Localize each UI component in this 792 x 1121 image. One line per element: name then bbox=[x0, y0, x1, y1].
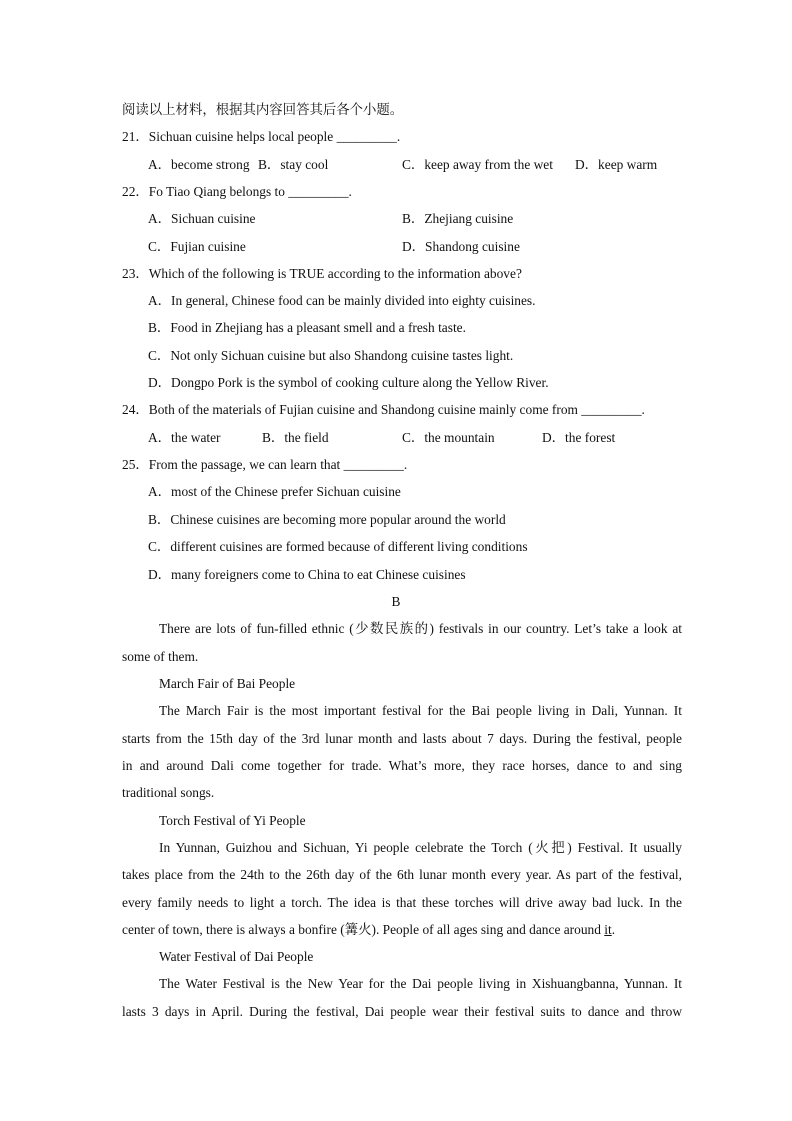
q21-option-c: C．keep away from the wet bbox=[402, 157, 553, 172]
water-line-1: The Water Festival is the New Year for the Dai people living in Xishuangbanna, Yunnan. It bbox=[159, 976, 682, 991]
instruction-text: 阅读以上材料，根据其内容回答其后各个小题。 bbox=[122, 102, 404, 117]
q22-option-d: D．Shandong cuisine bbox=[402, 239, 520, 254]
q25-option-b: B．Chinese cuisines are becoming more popular around the world bbox=[148, 512, 506, 527]
question-25-stem: 25．From the passage, we can learn that _________. bbox=[122, 457, 408, 472]
q21-option-b: B．stay cool bbox=[258, 157, 329, 172]
section-b-label: B bbox=[391, 594, 401, 609]
torch-line-3: every family needs to light a torch. The idea is that these torches will drive away bad luck. In the bbox=[122, 895, 682, 910]
q23-option-d: D．Dongpo Pork is the symbol of cooking culture along the Yellow River. bbox=[148, 375, 549, 390]
q25-option-a: A．most of the Chinese prefer Sichuan cuisine bbox=[148, 484, 401, 499]
water-line-2: lasts 3 days in April. During the festival, Dai people wear their festival suits to dance and throw bbox=[122, 1004, 682, 1019]
q25-option-d: D．many foreigners come to China to eat Chinese cuisines bbox=[148, 567, 466, 582]
q23-option-a: A．In general, Chinese food can be mainly divided into eighty cuisines. bbox=[148, 293, 536, 308]
question-23-stem: 23．Which of the following is TRUE according to the information above? bbox=[122, 266, 522, 281]
torch-line-1: In Yunnan, Guizhou and Sichuan, Yi people celebrate the Torch (火把) Festival. It usually bbox=[159, 840, 682, 855]
q24-option-a: A．the water bbox=[148, 430, 221, 445]
march-line-3: in and around Dali come together for trade. What’s more, they race horses, dance to and sing bbox=[122, 758, 682, 773]
question-24-stem: 24．Both of the materials of Fujian cuisine and Shandong cuisine mainly come from _________. bbox=[122, 402, 645, 417]
march-line-4: traditional songs. bbox=[122, 785, 215, 800]
q23-option-c: C．Not only Sichuan cuisine but also Shandong cuisine tastes light. bbox=[148, 348, 514, 363]
passage-intro-line-2: some of them. bbox=[122, 649, 199, 664]
torch-festival-heading: Torch Festival of Yi People bbox=[159, 813, 306, 828]
q23-option-b: B．Food in Zhejiang has a pleasant smell and a fresh taste. bbox=[148, 320, 466, 335]
torch-line-4 bbox=[122, 921, 615, 939]
march-line-2: starts from the 15th day of the 3rd lunar month and lasts about 7 days. During the festival, people bbox=[122, 731, 682, 746]
torch-line-2: takes place from the 24th to the 26th day of the 6th lunar month every year. As part of the festival, bbox=[122, 867, 682, 882]
water-festival-heading: Water Festival of Dai People bbox=[159, 949, 314, 964]
q21-option-a: A．become strong bbox=[148, 157, 250, 172]
q21-option-d: D．keep warm bbox=[575, 157, 658, 172]
passage-intro-line-1: There are lots of fun-filled ethnic (少数民族的) festivals in our country. Let’s take a look at bbox=[159, 621, 682, 636]
q24-option-d: D．the forest bbox=[542, 430, 616, 445]
q25-option-c: C．different cuisines are formed because of different living conditions bbox=[148, 539, 528, 554]
question-22-stem: 22．Fo Tiao Qiang belongs to _________. bbox=[122, 184, 352, 199]
q22-option-b: B．Zhejiang cuisine bbox=[402, 211, 514, 226]
q24-option-c: C．the mountain bbox=[402, 430, 495, 445]
q22-option-c: C．Fujian cuisine bbox=[148, 239, 246, 254]
torch-line-4-period: . bbox=[611, 922, 616, 937]
march-line-1: The March Fair is the most important festival for the Bai people living in Dali, Yunnan. It bbox=[159, 703, 682, 718]
march-fair-heading: March Fair of Bai People bbox=[159, 676, 296, 691]
q24-option-b: B．the field bbox=[262, 430, 329, 445]
question-21-stem: 21．Sichuan cuisine helps local people _________. bbox=[122, 129, 401, 144]
torch-line-4-text: center of town, there is always a bonfire (篝火). People of all ages sing and dance around bbox=[122, 922, 605, 937]
q22-option-a: A．Sichuan cuisine bbox=[148, 211, 256, 226]
underlined-word-it: it bbox=[604, 922, 612, 937]
